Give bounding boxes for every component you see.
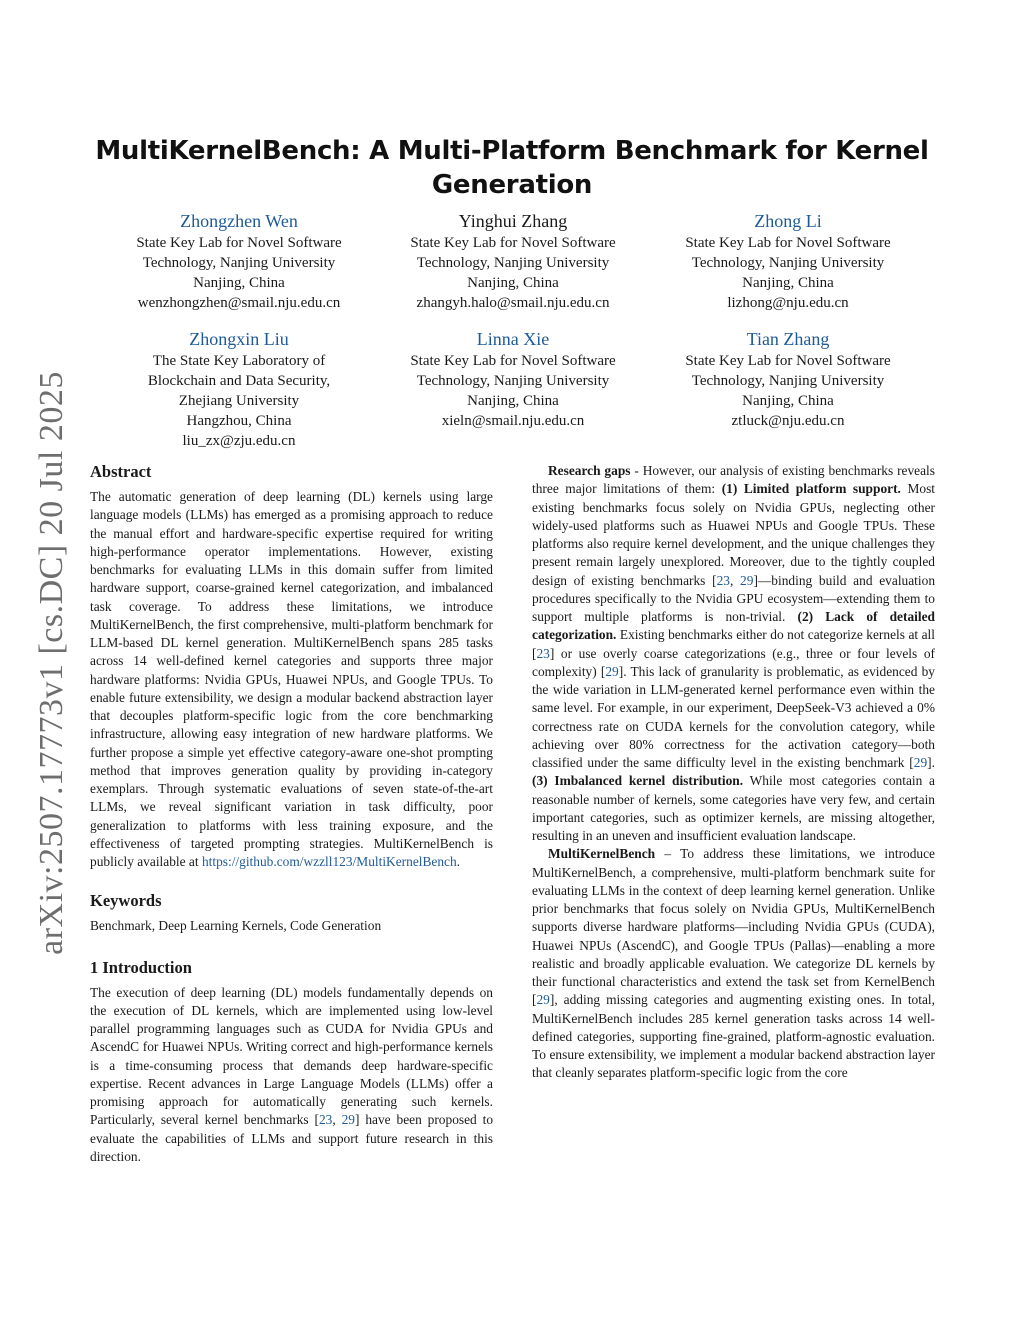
- author-name[interactable]: Zhong Li: [754, 211, 822, 231]
- author-email: ztluck@nju.edu.cn: [731, 413, 845, 429]
- citation-link[interactable]: 23: [716, 572, 730, 588]
- left-column: [90, 462, 493, 1166]
- author-block: [368, 210, 658, 313]
- citation-link[interactable]: 23: [318, 1112, 333, 1128]
- research-gaps-paragraph: Research gaps - However, our analysis of existing benchmarks reveals three major limitations of them: (1) Limited platform support. Most existing benchmarks focus solely on Nvidia GPUs, neglecting other widely-used platforms such as Huawei NPUs and Google TPUs. These platforms also require kernel development, and the unique challenges they present remain largely unexplored. Moreover, due to the tightly coupled design of existing benchmarks [23, 29]—binding build and evaluation procedures specifically to the Nvidia GPU ecosystem—extending them to support multiple platforms is non-trivial. (2) Lack of detailed categorization. Existing benchmarks either do not categorize kernels at all [23] or use overly coarse categorizations (e.g., three or four levels of complexity) [29]. This lack of granularity is problematic, as evidenced by the wide variation in LLM-generated kernel performance even within the same level. For example, in our experiment, DeepSeek-V3 achieved a 0% correctness rate on CUDA kernels for the convolution category, while achieving over 80% correctness for the activation category—both classified under the same difficulty level in the existing benchmark [29]. (3) Imbalanced kernel distribution. While most categories contain a reasonable number of kernels, some categories have very few, and certain important categories, such as optimizer kernels, are missing altogether, resulting in an uneven and insufficient evaluation landscape.: [532, 463, 936, 843]
- author-affiliation: State Key Lab for Novel Software: [685, 235, 891, 251]
- author-block: [368, 328, 658, 431]
- author-affiliation: State Key Lab for Novel Software: [410, 235, 616, 251]
- author-name[interactable]: Linna Xie: [476, 329, 550, 349]
- citation-link[interactable]: 23: [536, 645, 550, 661]
- author-affiliation: State Key Lab for Novel Software: [410, 353, 616, 369]
- author-affiliation: Technology, Nanjing University: [416, 255, 610, 271]
- author-block: [643, 210, 933, 313]
- author-affiliation: Technology, Nanjing University: [416, 373, 610, 389]
- author-location: Nanjing, China: [193, 275, 285, 291]
- author-affiliation: Technology, Nanjing University: [691, 373, 885, 389]
- author-name[interactable]: Zhongzhen Wen: [180, 211, 298, 231]
- author-location: Hangzhou, China: [186, 413, 292, 429]
- introduction-paragraph: The execution of deep learning (DL) models fundamentally depends on the execution of DL kernels, which are implemented using low-level parallel programming languages such as CUDA for Nvidia GPUs and AscendC for Huawei NPUs. Writing correct and high-performance kernels is a time-consuming process that demands deep hardware-specific expertise. Recent advances in Large Language Models (LLMs) offer a promising approach for automatically generating such kernels. Particularly, several kernel benchmarks [23, 29] have been proposed to evaluate the capabilities of LLMs and support future research in this direction.: [90, 984, 494, 1164]
- author-block: [643, 328, 933, 431]
- citation-link[interactable]: 29: [341, 1112, 355, 1128]
- author-name: Yinghui Zhang: [458, 211, 568, 231]
- citation-link[interactable]: 29: [740, 572, 754, 588]
- right-column: [532, 462, 935, 1083]
- citation-link[interactable]: 29: [913, 755, 928, 770]
- author-affiliation: The State Key Laboratory of: [152, 353, 326, 369]
- author-affiliation: Technology, Nanjing University: [691, 255, 885, 271]
- paper-title: MultiKernelBench: A Multi-Platform Benchmark for Kernel Generation: [95, 136, 929, 200]
- author-affiliation: State Key Lab for Novel Software: [685, 353, 891, 369]
- author-email: xieln@smail.nju.edu.cn: [441, 413, 585, 429]
- author-affiliation: State Key Lab for Novel Software: [136, 235, 342, 251]
- keywords-heading: Keywords: [90, 891, 162, 911]
- author-email: lizhong@nju.edu.cn: [727, 295, 849, 311]
- author-location: Nanjing, China: [742, 275, 834, 291]
- introduction-heading: 1 Introduction: [90, 957, 192, 977]
- author-email: wenzhongzhen@smail.nju.edu.cn: [137, 295, 341, 311]
- author-affiliation: Blockchain and Data Security,: [147, 373, 331, 389]
- author-location: Nanjing, China: [742, 393, 834, 409]
- author-name[interactable]: Zhongxin Liu: [189, 329, 289, 349]
- author-block: [94, 210, 384, 313]
- author-block: [94, 328, 384, 451]
- abstract-text: The automatic generation of deep learning (DL) kernels using large language models (LLMs) has emerged as a promising approach to reduce the manual effort and hardware-specific expertise required for writing high-performance operator implementations. However, existing benchmarks for evaluating LLMs in this domain suffer from limited hardware support, coarse-grained kernel categorization, and imbalanced task coverage. To address these limitations, we introduce MultiKernelBench, the first comprehensive, multi-platform benchmark for LLM-based DL kernel generation. MultiKernelBench spans 285 tasks across 14 well-defined kernel categories and supports three major hardware platforms: Nvidia GPUs, Huawei NPUs, and Google TPUs. To enable future extensibility, we design a modular backend abstraction layer that decouples platform-specific logic from the core benchmarking infrastructure, allowing easy integration of new hardware platforms. We further propose a simple yet effective category-aware one-shot prompting method that improves generation quality by providing in-category exemplars. Through systematic evaluations of seven state-of-the-art LLMs, we reveal significant variation in task difficulty, poor generalization to platforms with less training exposure, and the effectiveness of targeted prompting strategies. MultiKernelBench is publicly available at https://github.com/wzzll123/MultiKernelBench.: [90, 489, 493, 869]
- citation-link[interactable]: 29: [605, 663, 619, 679]
- author-email: liu_zx@zju.edu.cn: [182, 433, 296, 449]
- github-link[interactable]: https://github.com/wzzll123/MultiKernelBench: [201, 854, 457, 869]
- author-name[interactable]: Tian Zhang: [746, 329, 830, 349]
- author-location: Nanjing, China: [467, 275, 559, 291]
- citation-link[interactable]: 29: [536, 992, 550, 1008]
- abstract-heading: Abstract: [90, 462, 152, 481]
- author-email: zhangyh.halo@smail.nju.edu.cn: [416, 295, 610, 311]
- keywords-text: Benchmark, Deep Learning Kernels, Code Generation: [90, 918, 382, 934]
- author-affiliation: Technology, Nanjing University: [142, 255, 336, 271]
- arxiv-identifier: arXiv:2507.17773v1 [cs.DC] 20 Jul 2025: [33, 371, 70, 955]
- multikernelbench-paragraph: MultiKernelBench – To address these limitations, we introduce MultiKernelBench, a comprehensive, multi-platform benchmark suite for evaluating LLMs in the context of deep learning kernel generation. Unlike prior benchmarks that focus solely on Nvidia GPUs, MultiKernelBench supports diverse hardware platforms—including Nvidia GPUs (CUDA), Huawei NPUs (AscendC), and Google TPUs (Pallas)—enabling a more realistic and broadly applicable evaluation. We categorize DL kernels by their functional characteristics and extend the task set from KernelBench [29], adding missing categories and augmenting existing ones. In total, MultiKernelBench includes 285 kernel generation tasks across 14 well-defined categories, supporting fine-grained, platform-agnostic evaluation. To ensure extensibility, we implement a modular backend abstraction layer that cleanly separates platform-specific logic from the core: [532, 846, 935, 1081]
- author-location: Nanjing, China: [467, 393, 559, 409]
- author-affiliation: Zhejiang University: [178, 393, 300, 409]
